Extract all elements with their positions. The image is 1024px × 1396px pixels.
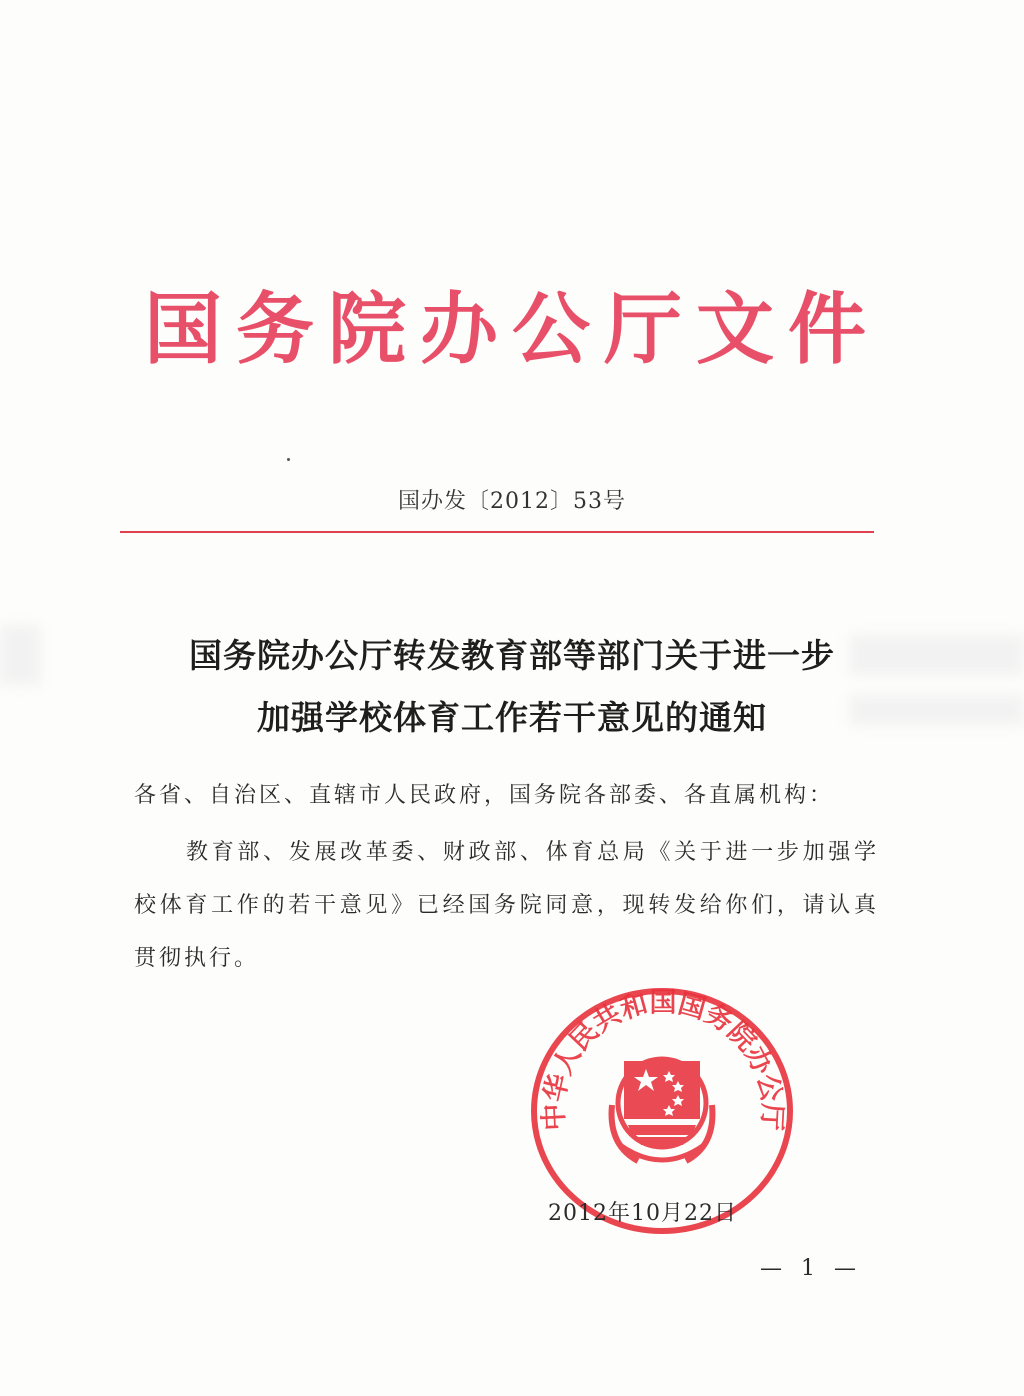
title-line-2: 加强学校体育工作若干意见的通知 [257,698,767,737]
scan-speck [287,458,290,461]
seal-text-path: 中华人民共和国国务院办公厅 [538,987,788,1132]
document-masthead: 国务院办公厅文件 [143,284,880,375]
title-line-1: 国务院办公厅转发教育部等部门关于进一步 [189,636,835,675]
page-number: — 1 — [760,1256,862,1281]
body-paragraph: 教育部、发展改革委、财政部、体育总局《关于进一步加强学校体育工作的若干意见》已经国务院同意，现转发给你们，请认真贯彻执行。 [134,840,879,971]
document-title [0,625,1024,749]
red-separator-rule [120,531,874,533]
document-number: 国办发〔2012〕53号 [398,489,626,514]
issue-date: 2012年10月22日 [548,1201,737,1226]
addressee-line: 各省、自治区、直辖市人民政府，国务院各部委、各直属机构： [134,783,835,808]
national-emblem-icon [612,1059,713,1161]
